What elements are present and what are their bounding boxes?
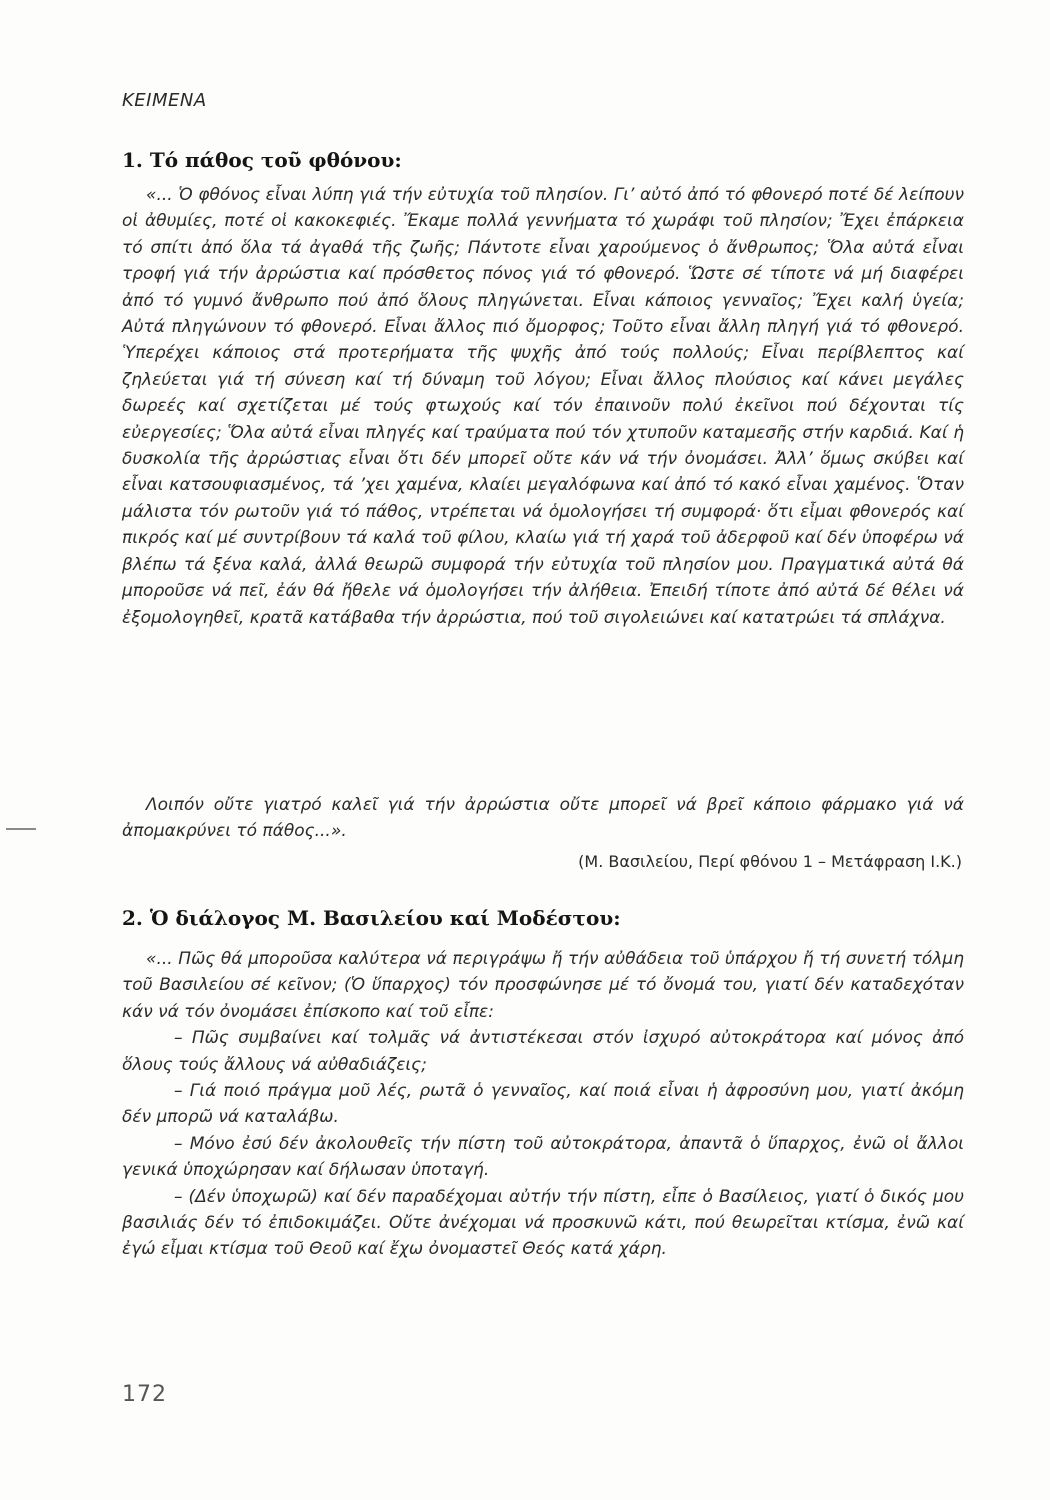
- section-1-citation: (Μ. Βασιλείου, Περί φθόνου 1 – Μετάφραση Ι.Κ.): [578, 852, 962, 871]
- page-number: 172: [122, 1382, 167, 1407]
- dialog-line-1: – Πῶς συμβαίνει καί τολμᾶς νά ἀντιστέκεσαι στόν ἰσχυρό αὐτοκράτορα καί μόνος ἀπό ὅλους τούς ἄλλους νά αὐθαδιάζεις;: [122, 1028, 964, 1075]
- section-2-intro: «... Πῶς θά μποροῦσα καλύτερα νά περιγράψω ἤ τήν αὐθάδεια τοῦ ὑπάρχου ἤ τή συνετή τόλμη τοῦ Βασιλείου σέ κεῖνον; (Ὁ ὕπαρχος) τόν προσφώνησε μέ τό ὄνομά του, γιατί δέν καταδεχόταν κάν νά τόν ὀνομάσει ἐπίσκοπο καί τοῦ εἶπε:: [122, 949, 964, 1022]
- dialog-line-3: – Μόνο ἐσύ δέν ἀκολουθεῖς τήν πίστη τοῦ αὐτοκράτορα, ἀπαντᾶ ὁ ὕπαρχος, ἐνῶ οἱ ἄλλοι γενικά ὑποχώρησαν καί δήλωσαν ὑποταγή.: [122, 1133, 964, 1181]
- section-2-body: [122, 946, 964, 1263]
- running-head: ΚΕΙΜΕΝΑ: [122, 90, 207, 111]
- section-1-body-closing: [122, 792, 964, 845]
- margin-mark: [6, 828, 36, 830]
- section-2-title: 2. Ὁ διάλογος Μ. Βασιλείου καί Μοδέστου:: [122, 906, 621, 930]
- dialog-line-4: – (Δέν ὑποχωρῶ) καί δέν παραδέχομαι αὐτήν τήν πίστη, εἶπε ὁ Βασίλειος, γιατί ὁ δικός μου βασιλιάς δέν τό ἐπιδοκιμάζει. Οὔτε ἀνέχομαι νά προσκυνῶ κάτι, πού θεωρεῖται κτίσμα, ἐνῶ καί ἐγώ εἶμαι κτίσμα τοῦ Θεοῦ καί ἔχω ὀνομαστεῖ Θεός κατά χάρη.: [122, 1186, 964, 1260]
- section-1-title: 1. Τό πάθος τοῦ φθόνου:: [122, 148, 402, 172]
- section-1-body: [122, 182, 964, 631]
- section-1-paragraph-1: «... Ὁ φθόνος εἶναι λύπη γιά τήν εὐτυχία τοῦ πλησίον. Γι’ αὐτό ἀπό τό φθονερό ποτέ δέ λείπουν οἱ ἀθυμίες, ποτέ οἱ κακοκεφιές. Ἔκαμε πολλά γεννήματα τό χωράφι τοῦ πλησίον; Ἔχει ἐπάρκεια τό σπίτι ἀπό ὅλα τά ἀγαθά τῆς ζωῆς; Πάντοτε εἶναι χαρούμενος ὁ ἄνθρωπος; Ὅλα αὐτά εἶναι τροφή γιά τήν ἀρρώστια καί πρόσθετος πόνος γιά τό φθονερό. Ὥστε σέ τίποτε νά μή διαφέρει ἀπό τό γυμνό ἄνθρωπο πού ἀπό ὅλους πληγώνεται. Εἶναι κάποιος γενναῖος; Ἔχει καλή ὑγεία; Αὐτά πληγώνουν τό φθονερό. Εἶναι ἄλλος πιό ὄμορφος; Τοῦτο εἶναι ἄλλη πληγή γιά τό φθονερό. Ὑπερέχει κάποιος στά προτερήματα τῆς ψυχῆς ἀπό τούς πολλούς; Εἶναι περίβλεπτος καί ζηλεύεται γιά τή σύνεση καί τή δύναμη τοῦ λόγου; Εἶναι ἄλλος πλούσιος καί κάνει μεγάλες δωρεές καί σχετίζεται μέ τούς φτωχούς καί τόν ἐπαινοῦν πολύ ἐκεῖνοι πού δέχονται τίς εὐεργεσίες; Ὅλα αὐτά εἶναι πληγές καί τραύματα πού τόν χτυποῦν καταμεσῆς στήν καρδιά. Καί ἡ δυσκολία τῆς ἀρρώστιας εἶναι ὅτι δέν μπορεῖ οὔτε κάν νά τήν ὀνομάσει. Ἀλλ’ ὅμως σκύβει καί εἶναι κατσουφιασμένος, τά ’χει χαμένα, κλαίει μεγαλόφωνα καί ἀπό τό κακό εἶναι χαμένος. Ὅταν μάλιστα τόν ρωτοῦν γιά τό πάθος, ντρέπεται νά ὁμολογήσει τή συμφορά· ὅτι εἶμαι φθονερός καί πικρός καί μέ συντρίβουν τά καλά τοῦ φίλου, κλαίω γιά τή χαρά τοῦ ἀδερφοῦ καί δέν ὑποφέρω νά βλέπω τά ξένα καλά, ἀλλά θεωρῶ συμφορά τήν εὐτυχία τοῦ πλησίον μου. Πραγματικά αὐτά θά μποροῦσε νά πεῖ, ἐάν θά ἤθελε νά ὁμολογήσει τήν ἀλήθεια. Ἐπειδή τίποτε ἀπό αὐτά δέ θέλει νά ἐξομολογηθεῖ, κρατᾶ κατάβαθα τήν ἀρρώστια, πού τοῦ σιγολειώνει καί κατατρώει τά σπλάχνα.: [122, 185, 964, 628]
- dialog-line-2: – Γιά ποιό πράγμα μοῦ λές, ρωτᾶ ὁ γενναῖος, καί ποιά εἶναι ἡ ἀφροσύνη μου, γιατί ἀκόμη δέν μπορῶ νά καταλάβω.: [122, 1081, 964, 1128]
- section-1-paragraph-2: Λοιπόν οὔτε γιατρό καλεῖ γιά τήν ἀρρώστια οὔτε μπορεῖ νά βρεῖ κάποιο φάρμακο γιά νά ἀπομακρύνει τό πάθος...».: [122, 795, 964, 842]
